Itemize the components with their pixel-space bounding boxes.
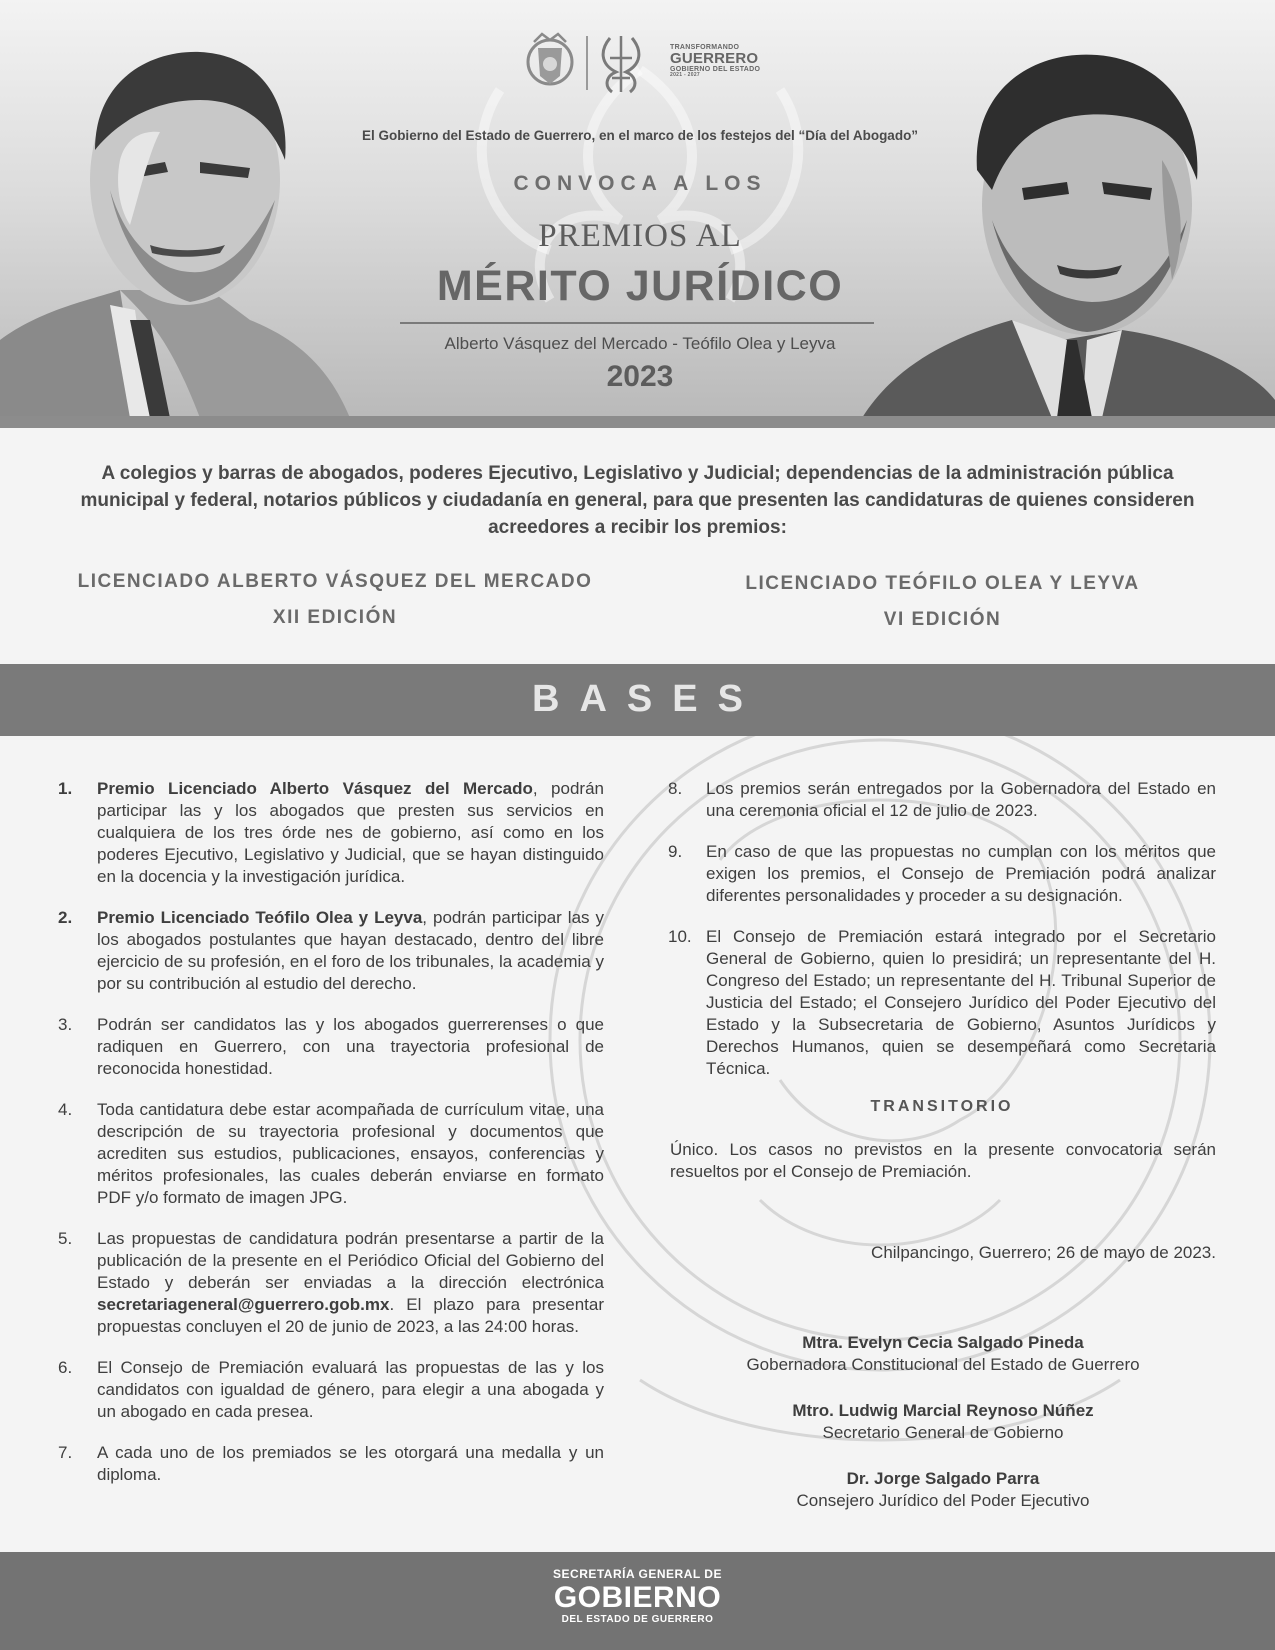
base-item-text: El Consejo de Premiación estará integrado por el Secretario General de Gobierno, quien lo presidirá; un representante del H. Congreso del Estado; un representante del H. Tribunal Superior de Justicia del Estado; el Consejero Jurídico del Poder Ejecutivo del Estado y la Subsecretaria de Gobierno, Asuntos Jurídicos y Derechos Humanos, quien se desempeñará como Secretaria Técnica. [706, 927, 1216, 1078]
transitorio-text: Único. Los casos no previstos en la presente convocatoria serán resueltos por el Consejo de Premiación. [670, 1140, 1216, 1181]
bases-left-column [58, 778, 604, 1505]
state-seal-icon [528, 34, 572, 84]
footer-logo [0, 1568, 1275, 1625]
place-date: Chilpancingo, Guerrero; 26 de mayo de 2023. [871, 1243, 1216, 1262]
footer-line-2: GOBIERNO [553, 1581, 722, 1614]
logo-small-text: TRANSFORMANDO [670, 44, 740, 51]
base-item-text: En caso de que las propuestas no cumplan con los méritos que exigen los premios, el Consejo de Premiación podrá analizar diferentes personalidades y proceder a su designación. [706, 842, 1216, 905]
header-banner [0, 0, 1275, 428]
bases-title: BASES [532, 678, 763, 720]
signatory-name: Mtro. Ludwig Marcial Reynoso Núñez [792, 1401, 1094, 1420]
base-item-text: Premio Licenciado Teófilo Olea y Leyva, podrán participar las y los abogados postulantes que hayan destacado, dentro del libre ejercicio de su profesión, en el foro de los tribunales, la academia y por su contribución al estudio del derecho. [97, 908, 605, 993]
signatory-role: Consejero Jurídico del Poder Ejecutivo [796, 1491, 1090, 1510]
year-label: 2023 [606, 360, 674, 393]
footer-line-3: DEL ESTADO DE GUERRERO [561, 1614, 714, 1625]
base-item [668, 926, 1216, 1080]
title-divider [400, 322, 874, 324]
base-item-text: Podrán ser candidatos las y los abogados guerrerenses o que radiquen en Guerrero, con una trayectoria profesional de reconocida honestidad. [97, 1015, 604, 1078]
base-item-number: 2. [58, 908, 73, 927]
base-item-text: Premio Licenciado Alberto Vásquez del Mercado, podrán participar las y los abogados que presten sus servicios en cualquiera de los tres órde nes de gobierno, así como en los poderes Ejecutivo, Legislativo y Judicial, que se hayan distinguido en la docencia y la investigación jurídica. [97, 779, 604, 886]
signature-block [670, 1468, 1216, 1512]
award-right-name: LICENCIADO TEÓFILO OLEA Y LEYVA [745, 573, 1140, 594]
signature-block [670, 1400, 1216, 1444]
base-item [58, 1357, 604, 1423]
base-item-text: El Consejo de Premiación evaluará las propuestas de las y los candidatos con igualdad de género, para elegir a una abogada y un abogado en cada presea. [97, 1358, 604, 1421]
signatory-name: Dr. Jorge Salgado Parra [846, 1469, 1040, 1488]
portrait-left-illustration [0, 40, 360, 418]
guerrero-logo-text [670, 44, 760, 78]
honoree-names: Alberto Vásquez del Mercado - Teófilo Olea y Leyva [444, 334, 836, 353]
transformando-guerrero-logo-icon [603, 36, 639, 92]
logo-big-text: GUERRERO [670, 50, 759, 67]
portrait-right-illustration [862, 40, 1275, 418]
header-bottom-band [0, 416, 1275, 428]
signatory-role: Secretario General de Gobierno [822, 1423, 1064, 1442]
signatory-role: Gobernadora Constitucional del Estado de Guerrero [746, 1355, 1140, 1374]
intro-line: El Gobierno del Estado de Guerrero, en el marco de los festejos del “Día del Abogado” [361, 128, 919, 143]
base-item-number: 1. [58, 779, 73, 798]
base-item-number: 4. [58, 1100, 73, 1119]
base-item [58, 1442, 604, 1486]
award-right-edition: VI EDICIÓN [883, 609, 1002, 630]
footer-line-1: SECRETARÍA GENERAL DE [553, 1567, 722, 1581]
base-item [58, 1014, 604, 1080]
bases-right-column [668, 778, 1216, 1099]
base-item-text: Las propuestas de candidatura podrán presentarse a partir de la publicación de la presente en el Periódico Oficial del Gobierno del Estado y deberán ser enviadas a la dirección electrónica secretariageneral@guerrero.gob.mx. El plazo para presentar propuestas concluyen el 20 de junio de 2023, a las 24:00 horas. [97, 1229, 604, 1336]
award-left [40, 564, 630, 636]
base-item-text: A cada uno de los premiados se les otorgará una medalla y un diploma. [97, 1443, 604, 1484]
transitorio-heading: TRANSITORIO [870, 1098, 1014, 1115]
base-item [58, 1228, 604, 1338]
signatory-name: Mtra. Evelyn Cecia Salgado Pineda [802, 1333, 1084, 1352]
base-item-number: 6. [58, 1358, 73, 1377]
call-paragraph: A colegios y barras de abogados, poderes Ejecutivo, Legislativo y Judicial; dependencias de la administración pública municipal y federal, notarios públicos y ciudadanía en general, para que presenten las candidaturas de quienes consideren acreedores a recibir los premios: [80, 463, 1195, 538]
base-item-number: 7. [58, 1443, 73, 1462]
base-item [58, 907, 604, 995]
contact-email[interactable]: secretariageneral@guerrero.gob.mx [97, 1295, 390, 1314]
base-item-number: 8. [668, 779, 683, 798]
award-left-name: LICENCIADO ALBERTO VÁSQUEZ DEL MERCADO [77, 571, 593, 592]
base-item-text: Toda cantidatura debe estar acompañada de currículum vitae, una descripción de su trayectoria profesional y documentos que acrediten sus estudios, publicaciones, ensayos, conferencias y méritos profesionales, las cuales deberán enviarse en formato PDF y/o formato de imagen JPG. [97, 1100, 604, 1207]
convoca-heading: CONVOCA A LOS [513, 172, 767, 195]
base-item-number: 10. [668, 927, 692, 946]
signature-block [670, 1332, 1216, 1376]
premios-heading: PREMIOS AL [538, 218, 742, 254]
base-item [668, 841, 1216, 907]
base-item-number: 3. [58, 1015, 73, 1034]
award-left-edition: XII EDICIÓN [272, 607, 398, 628]
base-item-number: 9. [668, 842, 683, 861]
base-item [58, 1099, 604, 1209]
award-right [690, 566, 1195, 638]
logo-sub-text: GOBIERNO DEL ESTADO [670, 66, 761, 73]
merito-juridico-title: MÉRITO JURÍDICO [436, 262, 844, 310]
logo-years-text: 2021 - 2027 [670, 72, 700, 78]
base-item-text: Los premios serán entregados por la Gobernadora del Estado en una ceremonia oficial el 12 de julio de 2023. [706, 779, 1216, 820]
base-item-number: 5. [58, 1229, 73, 1248]
base-item [58, 778, 604, 888]
base-item [668, 778, 1216, 822]
